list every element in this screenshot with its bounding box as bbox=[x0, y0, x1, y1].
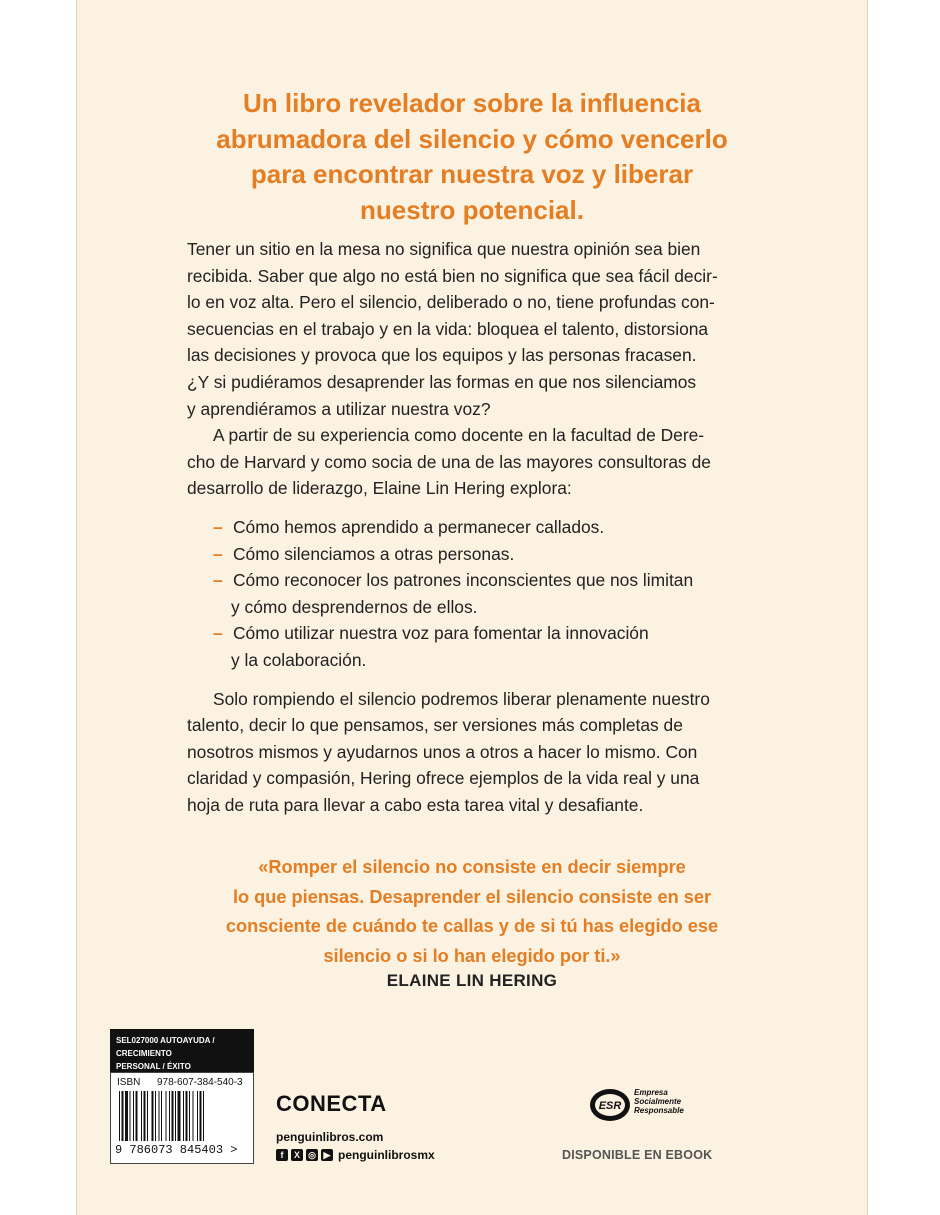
paragraph-3 bbox=[187, 686, 767, 819]
text-line: secuencias en el trabajo y en la vida: bloquea el talento, distorsiona bbox=[187, 318, 709, 339]
headline-line: para encontrar nuestra voz y liberar bbox=[250, 159, 694, 189]
headline-line: abrumadora del silencio y cómo vencerlo bbox=[216, 123, 728, 154]
pull-quote bbox=[77, 853, 867, 971]
text-line: talento, decir lo que pensamos, ser versiones más completas de bbox=[187, 715, 683, 736]
list-item bbox=[187, 541, 767, 568]
quote-line: consciente de cuándo te callas y de si tú has elegido ese bbox=[225, 916, 719, 936]
bullet-list bbox=[187, 514, 767, 674]
category-line: SEL027000 AUTOAYUDA / CRECIMIENTO bbox=[116, 1036, 215, 1058]
text-line: Cómo hemos aprendido a permanecer callados. bbox=[233, 516, 605, 537]
text-line: lo en voz alta. Pero el silencio, deliberado o no, tiene profundas con- bbox=[187, 292, 715, 313]
text-line: desarrollo de liderazgo, Elaine Lin Hering explora: bbox=[187, 478, 572, 499]
esr-line: Socialmente bbox=[634, 1097, 682, 1106]
text-line: nosotros mismos y ayudarnos unos a otros a hacer lo mismo. Con bbox=[187, 741, 698, 762]
quote-line: «Romper el silencio no consiste en decir siempre bbox=[258, 857, 686, 877]
bullet-dash: – bbox=[213, 623, 223, 644]
barcode-digits: 9 786073 845403 > bbox=[115, 1143, 238, 1157]
bullet-dash: – bbox=[213, 516, 223, 537]
paragraph-2 bbox=[187, 422, 767, 502]
list-item bbox=[187, 620, 767, 673]
esr-line: Responsable bbox=[634, 1106, 684, 1115]
headline-line: Un libro revelador sobre la influencia bbox=[242, 88, 701, 118]
text-line: y la colaboración. bbox=[231, 649, 367, 670]
text-line: y aprendiéramos a utilizar nuestra voz? bbox=[187, 398, 491, 419]
ebook-notice: DISPONIBLE EN EBOOK bbox=[562, 1148, 713, 1162]
instagram-icon: ◎ bbox=[306, 1149, 318, 1161]
text-line: hoja de ruta para llevar a cabo esta tarea vital y desafiante. bbox=[187, 794, 644, 815]
quote-line: lo que piensas. Desaprender el silencio consiste en ser bbox=[232, 886, 712, 907]
bullet-dash: – bbox=[213, 570, 223, 591]
social-handle: penguinlibrosmx bbox=[338, 1148, 435, 1162]
blurb bbox=[187, 236, 767, 818]
text-line: Solo rompiendo el silencio podremos liberar plenamente nuestro bbox=[213, 688, 710, 709]
website-link: penguinlibros.com bbox=[276, 1130, 384, 1144]
list-item bbox=[187, 567, 767, 620]
text-line: Cómo silenciamos a otras personas. bbox=[233, 543, 515, 564]
barcode bbox=[110, 1072, 254, 1164]
isbn-label: ISBN bbox=[117, 1077, 141, 1088]
text-line: ¿Y si pudiéramos desaprender las formas en que nos silenciamos bbox=[187, 371, 697, 392]
text-line: Tener un sitio en la mesa no significa que nuestra opinión sea bien bbox=[187, 239, 701, 259]
paragraph-1 bbox=[187, 236, 767, 422]
headline bbox=[77, 86, 867, 228]
esr-label bbox=[634, 1088, 684, 1115]
text-line: recibida. Saber que algo no está bien no significa que sea fácil decir- bbox=[187, 265, 718, 286]
quote-author: ELAINE LIN HERING bbox=[386, 971, 558, 990]
list-item bbox=[187, 514, 767, 541]
text-line: cho de Harvard y como socia de una de las mayores consultoras de bbox=[187, 451, 711, 472]
text-line: claridad y compasión, Hering ofrece ejemplos de la vida real y una bbox=[187, 768, 700, 789]
text-line: Cómo reconocer los patrones inconscientes que nos limitan bbox=[233, 570, 694, 591]
social-links bbox=[276, 1147, 435, 1163]
text-line: A partir de su experiencia como docente en la facultad de Dere- bbox=[213, 425, 705, 446]
esr-logo-text: ESR bbox=[598, 1100, 622, 1112]
bullet-dash: – bbox=[213, 543, 223, 564]
publisher-logo: CONECTA bbox=[276, 1091, 387, 1116]
isbn-number: 978-607-384-540-3 bbox=[157, 1077, 243, 1088]
youtube-icon: ▶ bbox=[321, 1149, 333, 1161]
quote-line: silencio o si lo han elegido por ti.» bbox=[323, 945, 621, 966]
headline-line: nuestro potencial. bbox=[360, 194, 584, 225]
text-line: las decisiones y provoca que los equipos y las personas fracasen. bbox=[187, 345, 697, 366]
x-icon: X bbox=[291, 1149, 303, 1161]
barcode-bars-icon bbox=[117, 1091, 249, 1143]
esr-line: Empresa bbox=[634, 1088, 668, 1097]
category-box bbox=[110, 1029, 254, 1072]
text-line: Cómo utilizar nuestra voz para fomentar la innovación bbox=[233, 623, 649, 644]
text-line: y cómo desprendernos de ellos. bbox=[231, 596, 478, 617]
category-line: PERSONAL / ÉXITO bbox=[116, 1062, 191, 1071]
facebook-icon: f bbox=[276, 1149, 288, 1161]
